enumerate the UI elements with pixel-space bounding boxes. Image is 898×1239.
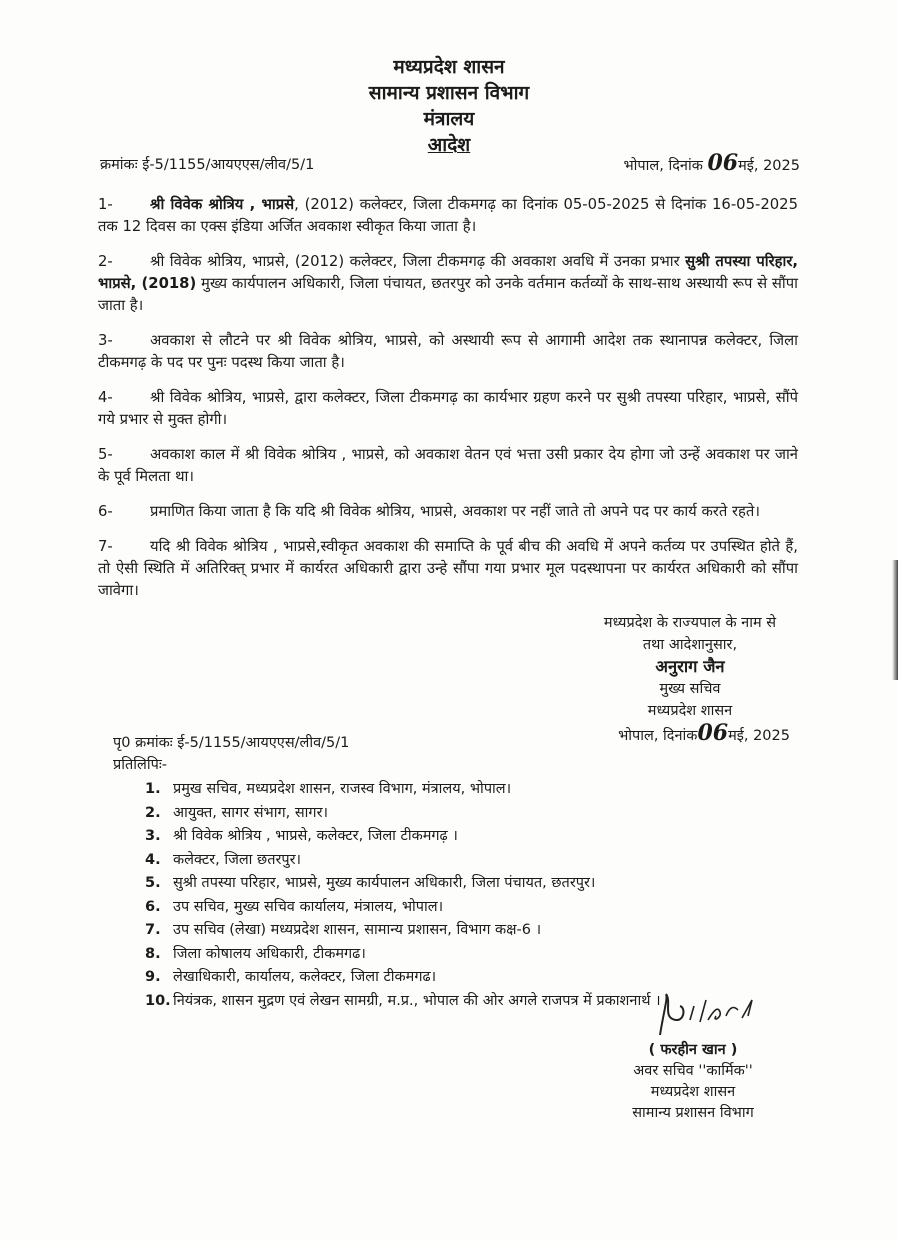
paragraph-text: मुख्य कार्यपालन अधिकारी, जिला पंचायत, छतरपुर को उनके वर्तमान कर्तव्यों के साथ-साथ अस्थायी रूप से सौंपा जाता है। xyxy=(98,275,798,314)
copy-to-item-text: उप सचिव (लेखा) मध्यप्रदेश शासन, सामान्य प्रशासन, विभाग कक्ष-6 । xyxy=(173,922,542,938)
paragraph-text: अवकाश से लौटने पर श्री विवेक श्रोत्रिय, भाप्रसे, को अस्थायी रूप से आगामी आदेश तक स्थानापन्न कलेक्टर, जिला टीकमगढ़ के पद पर पुनः पदस्थ किया जाता है। xyxy=(98,332,798,371)
sign2-designation: अवर सचिव ''कार्मिक'' xyxy=(633,1063,753,1079)
copy-to-item xyxy=(145,966,785,990)
page-edge-shadow xyxy=(892,560,898,680)
copy-to-item-number: 1. xyxy=(145,781,161,797)
copy-to-item xyxy=(145,778,785,802)
copy-to-item xyxy=(145,825,785,849)
copy-to-item-text: लेखाधिकारी, कार्यालय, कलेक्टर, जिला टीकमगढ। xyxy=(173,969,437,985)
copy-to-item xyxy=(145,872,785,896)
order-paragraph xyxy=(98,501,798,523)
copy-to-item-number: 2. xyxy=(145,804,161,821)
copy-to-item-text: उप सचिव, मुख्य सचिव कार्यालय, मंत्रालय, भोपाल। xyxy=(173,898,444,915)
sign1-date-suffix: मई, 2025 xyxy=(728,728,790,744)
header-department: सामान्य प्रशासन विभाग xyxy=(368,82,530,104)
paragraph-number: 1- xyxy=(98,196,113,213)
order-date-day: 06 xyxy=(707,150,739,176)
paragraph-text: श्री विवेक श्रोत्रिय, भाप्रसे, द्वारा कलेक्टर, जिला टीकमगढ़ का कार्यभार ग्रहण करने पर सुश्री तपस्या परिहार, भाप्रसे, सौंपे गये प्रभार से मुक्त होगी। xyxy=(98,389,798,428)
copy-to-item-text: नियंत्रक, शासन मुद्रण एवं लेखन सामग्री, म.प्र., भोपाल की ओर अगले राजपत्र में प्रकाशनार्थ । xyxy=(173,992,661,1009)
copy-to-item-number: 7. xyxy=(145,922,161,938)
order-paragraph xyxy=(98,330,798,374)
order-date xyxy=(623,150,800,176)
copy-to-item xyxy=(145,896,785,920)
order-reference-number: क्रमांकः ई-5/1155/आयएएस/लीव/5/1 xyxy=(100,157,315,173)
copy-to-item-text: कलेक्टर, जिला छतरपुर। xyxy=(173,851,302,868)
paragraph-text: श्री विवेक श्रोत्रिय , भाप्रसे xyxy=(150,196,295,213)
paragraph-number: 3- xyxy=(98,332,113,349)
copy-to-item-text: जिला कोषालय अधिकारी, टीकमगढ। xyxy=(173,945,366,962)
paragraph-number: 5- xyxy=(98,446,113,463)
copy-to-item-text: प्रमुख सचिव, मध्यप्रदेश शासन, राजस्व विभाग, मंत्रालय, भोपाल। xyxy=(173,781,512,797)
copy-to-item-number: 6. xyxy=(145,898,161,915)
order-paragraph xyxy=(98,444,798,488)
paragraph-text: प्रमाणित किया जाता है कि यदि श्री विवेक श्रोत्रिय, भाप्रसे, अवकाश पर नहीं जाते तो अपने पद पर कार्य करते रहते। xyxy=(150,503,760,520)
header-ministry: मंत्रालय xyxy=(423,108,475,130)
copy-to-item-number: 9. xyxy=(145,969,161,985)
sign2-office: मध्यप्रदेश शासन xyxy=(650,1084,736,1100)
copy-to-item-number: 10. xyxy=(145,992,171,1009)
paragraph-text: यदि श्री विवेक श्रोत्रिय , भाप्रसे,स्वीकृत अवकाश की समाप्ति के पूर्व बीच की अवधि में अपने कर्तव्य पर उपस्थित होते हैं, तो ऐसी स्थिति में अतिरिक्त् प्रभार में कार्यरत अधिकारी द्वारा उन्हे सौंपा गया प्रभार मूल पदस्थापना पर कार्यरत अधिकारी को सौंपा जावेगा। xyxy=(98,538,798,599)
paragraph-number: 6- xyxy=(98,503,113,520)
header-state: मध्यप्रदेश शासन xyxy=(393,56,505,78)
paragraph-text: अवकाश काल में श्री विवेक श्रोत्रिय , भाप्रसे, को अवकाश वेतन एवं भत्ता उसी प्रकार देय होगा जो उन्हें अवकाश पर जाने के पूर्व मिलता था। xyxy=(98,446,798,485)
sign1-date-day: 06 xyxy=(697,720,729,746)
copy-to-item-text: श्री विवेक श्रोत्रिय , भाप्रसे, कलेक्टर, जिला टीकमगढ़ । xyxy=(173,828,458,844)
endorsement xyxy=(113,732,349,776)
sign2-name: ( फरहीन खान ) xyxy=(648,1042,738,1058)
sign1-line2: तथा आदेशानुसार, xyxy=(642,637,738,653)
sign1-line1: मध्यप्रदेश के राज्यपाल के नाम से xyxy=(603,615,777,631)
order-paragraph xyxy=(98,387,798,431)
sign1-designation: मुख्य सचिव xyxy=(659,681,721,697)
sign1-date xyxy=(560,722,820,747)
copy-to-item xyxy=(145,919,785,943)
order-paragraph xyxy=(98,251,798,317)
order-paragraph xyxy=(98,536,798,602)
sign2-department: सामान्य प्रशासन विभाग xyxy=(632,1105,754,1121)
copy-to-item-number: 5. xyxy=(145,875,161,891)
copy-to-list xyxy=(145,778,785,1013)
copy-to-item xyxy=(145,802,785,826)
endorsement-reference: पृ0 क्रमांकः ई-5/1155/आयएएस/लीव/5/1 xyxy=(113,735,350,751)
handwritten-signature-icon xyxy=(650,990,770,1040)
paragraph-number: 2- xyxy=(98,253,113,270)
copy-to-item-number: 8. xyxy=(145,945,161,962)
paragraph-text: , (2012) कलेक्टर, जिला टीकमगढ़ का दिनांक 05-05-2025 से दिनांक 16-05-2025 तक 12 दिवस का एक्स इंडिया अर्जित अवकाश स्वीकृत किया जाता है। xyxy=(98,196,798,235)
copy-to-item-number: 4. xyxy=(145,851,161,868)
signature-block-chief-secretary xyxy=(560,612,820,747)
copy-to-item-number: 3. xyxy=(145,828,161,844)
paragraph-number: 4- xyxy=(98,389,113,406)
paragraph-text: सुश्री तपस्या परिहार, भाप्रसे, (2018) xyxy=(98,253,798,292)
copy-to-item xyxy=(145,943,785,967)
paragraph-text: श्री विवेक श्रोत्रिय, भाप्रसे, (2012) कलेक्टर, जिला टीकमगढ़ की अवकाश अवधि में उनका प्रभार xyxy=(150,253,686,270)
order-date-prefix: भोपाल, दिनांक xyxy=(623,158,703,174)
order-date-suffix: मई, 2025 xyxy=(738,158,800,174)
sign1-office: मध्यप्रदेश शासन xyxy=(647,703,733,719)
header-order-title: आदेश xyxy=(427,134,471,156)
copy-to-item-text: आयुक्त, सागर संभाग, सागर। xyxy=(173,804,329,821)
sign1-date-prefix: भोपाल, दिनांक xyxy=(618,728,698,744)
order-paragraph xyxy=(98,194,798,238)
order-paragraphs xyxy=(98,194,798,615)
sign1-name: अनुराग जैन xyxy=(655,657,725,676)
order-reference-line xyxy=(100,150,800,174)
copy-to-label: प्रतिलिपिः- xyxy=(113,757,168,773)
signature-block-under-secretary xyxy=(578,1040,808,1124)
copy-to-item xyxy=(145,849,785,873)
paragraph-number: 7- xyxy=(98,538,113,555)
copy-to-item-text: सुश्री तपस्या परिहार, भाप्रसे, मुख्य कार्यपालन अधिकारी, जिला पंचायत, छतरपुर। xyxy=(173,875,596,891)
document-header xyxy=(0,54,898,158)
